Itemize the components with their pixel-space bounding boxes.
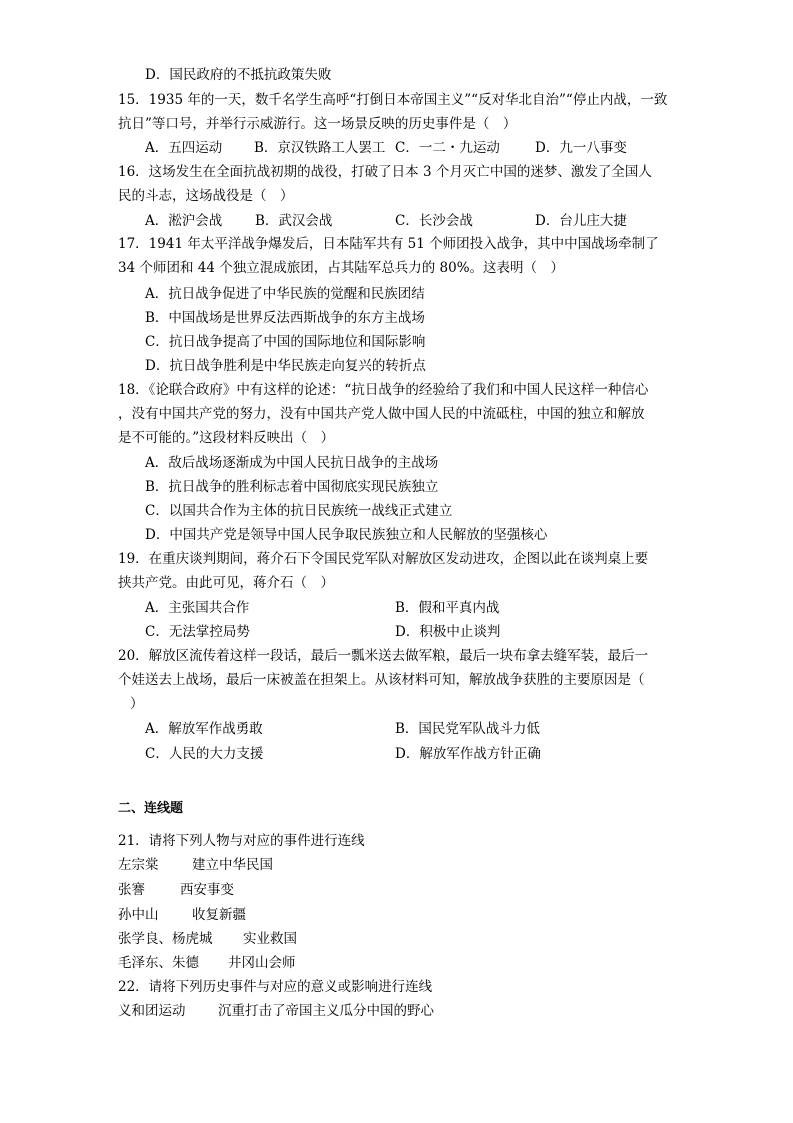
q19-stem-line2: 挟共产党。由此可见，蒋介石（ ） [118, 575, 334, 591]
q18-option-a: A．敌后战场逐渐成为中国人民抗日战争的主战场 [145, 455, 439, 471]
q19-option-c: C．无法掌控局势 [145, 624, 250, 640]
q21-row-3-right: 收复新疆 [192, 907, 246, 923]
q21-row-2-left: 张謇 [118, 882, 145, 898]
q21-row-4-left: 张学良、杨虎城 [118, 931, 213, 947]
q18-option-b: B．抗日战争的胜利标志着中国彻底实现民族独立 [145, 479, 439, 495]
q21-row-4-right: 实业救国 [243, 931, 297, 947]
q17-option-c: C．抗日战争提高了中国的国际地位和国际影响 [145, 334, 426, 350]
q17-stem-line2: 34 个师团和 44 个独立混成旅团，占其陆军总兵力的 80%。这表明（ ） [118, 260, 565, 276]
q22-row-1-right: 沉重打击了帝国主义瓜分中国的野心 [218, 1003, 434, 1019]
q14-option-d: D．国民政府的不抵抗政策失败 [145, 67, 332, 83]
q15-option-a: A．五四运动 [145, 140, 223, 156]
q18-option-d: D．中国共产党是领导中国人民争取民族独立和人民解放的坚强核心 [145, 527, 548, 543]
q18-stem-line3: 是不可能的。”这段材料反映出（ ） [118, 430, 335, 446]
q19-option-a: A．主张国共合作 [145, 600, 250, 616]
q21-prompt: 21．请将下列人物与对应的事件进行连线 [118, 833, 365, 849]
q17-option-b: B．中国战场是世界反法西斯战争的东方主战场 [145, 310, 425, 326]
q18-stem-line2: ，没有中国共产党的努力，没有中国共产党人做中国人民的中流砥柱，中国的独立和解放 [118, 406, 645, 422]
q19-stem-line1: 19．在重庆谈判期间，蒋介石下令国民党军队对解放区发动进攻，企图以此在谈判桌上要 [118, 551, 649, 567]
q16-option-c: C．长沙会战 [395, 213, 473, 229]
q15-option-b: B．京汉铁路工人罢工 [254, 140, 386, 156]
q19-option-b: B．假和平真内战 [395, 600, 500, 616]
q20-option-b: B．国民党军队战斗力低 [395, 721, 540, 737]
q20-option-c: C．人民的大力支援 [145, 746, 264, 762]
q20-stem-line1: 20．解放区流传着这样一段话，最后一瓢米送去做军粮，最后一块布拿去缝军装，最后一 [118, 648, 649, 664]
q15-stem-line1: 15．1935 年的一天，数千名学生高呼“打倒日本帝国主义”“反对华北自治”“停止内战，一致 [118, 92, 668, 108]
q21-row-5-left: 毛泽东、朱德 [118, 955, 199, 971]
q15-option-c: C．一二・九运动 [395, 140, 500, 156]
q16-option-d: D．台儿庄大捷 [535, 213, 627, 229]
q16-stem-line2: 民的斗志，这场战役是（ ） [118, 188, 294, 204]
q19-option-d: D．积极中止谈判 [395, 624, 501, 640]
q21-row-1-left: 左宗棠 [118, 857, 159, 873]
q21-row-1-right: 建立中华民国 [192, 857, 273, 873]
q15-stem-line2: 抗日”等口号，并举行示威游行。这一场景反映的历史事件是（ ） [118, 116, 517, 132]
q20-stem-line3: ） [130, 696, 144, 712]
q20-option-d: D．解放军作战方针正确 [395, 746, 541, 762]
q22-prompt: 22．请将下列历史事件与对应的意义或影响进行连线 [118, 979, 433, 995]
q18-stem-line1: 18．《论联合政府》中有这样的论述：“抗日战争的经验给了我们和中国人民这样一种信心 [118, 382, 649, 398]
q17-stem-line1: 17．1941 年太平洋战争爆发后，日本陆军共有 51 个师团投入战争，其中中国战场牵制了 [118, 236, 659, 252]
q18-option-c: C．以国共合作为主体的抗日民族统一战线正式建立 [145, 503, 453, 519]
q15-option-d: D．九一八事变 [535, 140, 627, 156]
q21-row-3-left: 孙中山 [118, 907, 159, 923]
q20-stem-line2: 个娃送去上战场，最后一床被盖在担架上。从该材料可知，解放战争获胜的主要原因是（ [118, 672, 645, 688]
q16-option-a: A．淞沪会战 [145, 213, 223, 229]
q17-option-d: D．抗日战争胜利是中华民族走向复兴的转折点 [145, 358, 426, 374]
q21-row-2-right: 西安事变 [180, 882, 234, 898]
q17-option-a: A．抗日战争促进了中华民族的觉醒和民族团结 [145, 286, 425, 302]
q21-row-5-right: 井冈山会师 [228, 955, 296, 971]
section-title: 二、连线题 [118, 801, 184, 816]
q16-stem-line1: 16．这场发生在全面抗战初期的战役，打破了日本 3 个月灭亡中国的迷梦、激发了全国人 [118, 164, 652, 180]
q20-option-a: A．解放军作战勇敢 [145, 721, 263, 737]
q22-row-1-left: 义和团运动 [118, 1003, 186, 1019]
q16-option-b: B．武汉会战 [255, 213, 333, 229]
